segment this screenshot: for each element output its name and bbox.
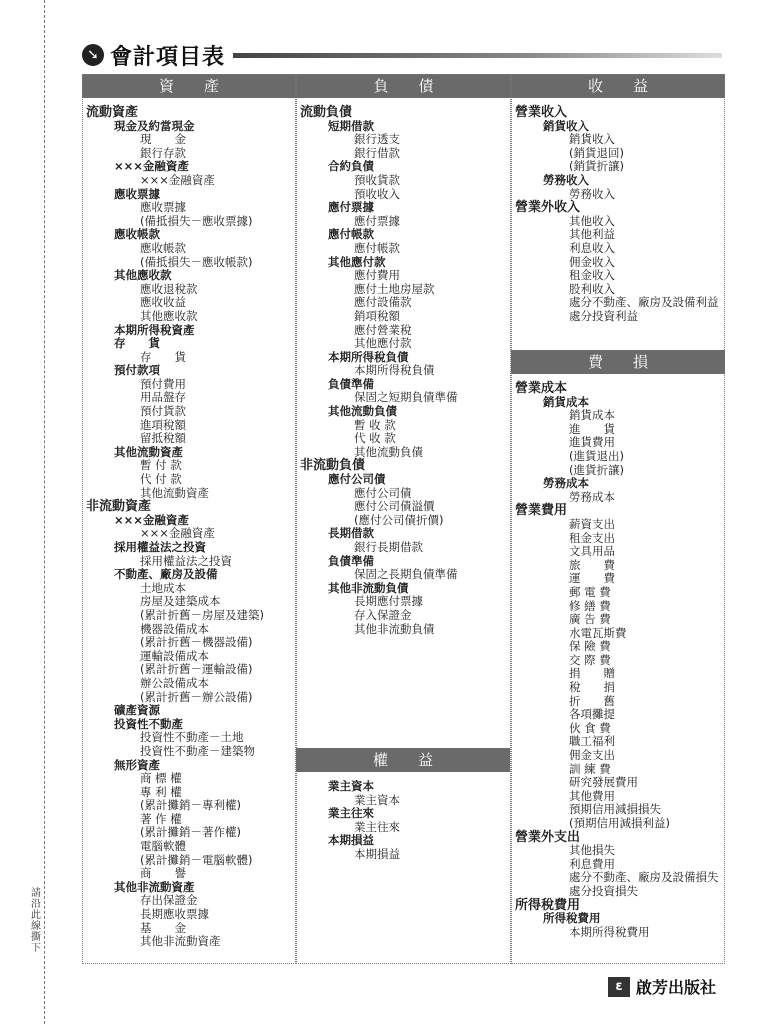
account-item: 預期信用減損損失 (569, 802, 661, 817)
page-header (82, 40, 722, 70)
account-item: (累計攤銷－電腦軟體) (140, 852, 253, 867)
account-item: 應收退稅款 (140, 281, 198, 296)
account-item: 銷貨成本 (569, 408, 615, 423)
equity-section (296, 748, 510, 862)
account-item: (進貨折讓) (569, 462, 624, 477)
account-item: (累計折舊－運輸設備) (140, 662, 253, 677)
account-item: 銀行借款 (354, 145, 400, 160)
account-item: 保 險 費 (569, 639, 611, 654)
account-item: 基 金 (140, 920, 186, 935)
account-group: 勞務收入 (543, 172, 589, 187)
account-item: 代 收 款 (354, 431, 396, 446)
account-group: 投資性不動產 (114, 716, 183, 731)
account-item: 稅 捐 (569, 680, 615, 695)
account-group: 業主往來 (328, 806, 374, 821)
account-item: 商 標 權 (140, 771, 182, 786)
account-item: 投資性不動產－建築物 (140, 743, 255, 758)
section-heading: 流動負債 (300, 105, 353, 120)
account-item: 薪資支出 (569, 516, 615, 531)
section-heading: 流動資產 (86, 105, 139, 120)
account-group: 其他流動負債 (328, 404, 397, 419)
account-item: 預收貨款 (354, 172, 400, 187)
account-item: 本期損益 (354, 846, 400, 861)
account-group: 應付票據 (328, 200, 374, 215)
account-item: 電腦軟體 (140, 839, 186, 854)
account-item: 水電瓦斯費 (569, 625, 627, 640)
account-group: 本期損益 (328, 833, 374, 848)
account-item: ×××金融資產 (140, 526, 215, 541)
page-title: 會計項目表 (110, 44, 226, 70)
account-item: 租金收入 (569, 268, 615, 283)
title-rule (233, 53, 722, 58)
account-item: 文具用品 (569, 544, 615, 559)
account-item: 股利收入 (569, 281, 615, 296)
account-item: 折 舊 (569, 693, 615, 708)
account-item: 投資性不動產－土地 (140, 730, 244, 745)
account-group: 無形資產 (114, 757, 160, 772)
account-item: 應付公司債 (354, 485, 412, 500)
section-heading: 營業費用 (515, 503, 568, 519)
account-item: 預付費用 (140, 376, 186, 391)
account-group: 現金及約當現金 (114, 118, 195, 133)
account-item: (累計攤銷－著作權) (140, 825, 241, 840)
account-item: 勞務成本 (569, 489, 615, 504)
account-item: 預收收入 (354, 186, 400, 201)
account-group: 其他流動資產 (114, 444, 183, 459)
account-item: 利息收入 (569, 240, 615, 255)
account-item: 土地成本 (140, 580, 186, 595)
account-item: (累計折舊－房屋及建築) (140, 607, 264, 622)
tear-instruction: 請沿此線撕下 (31, 888, 41, 954)
account-item: 進貨費用 (569, 435, 615, 450)
account-item: 運 費 (569, 571, 615, 586)
account-group: 不動產、廠房及設備 (114, 567, 218, 582)
account-item: 旅 費 (569, 557, 615, 572)
account-group: 應收票據 (114, 186, 160, 201)
account-item: 處分不動產、廠房及設備損失 (569, 870, 719, 885)
account-group: 負債準備 (328, 553, 374, 568)
account-item: 其他費用 (569, 788, 615, 803)
account-group: 其他應付款 (328, 254, 386, 269)
account-item: 應付土地房屋款 (354, 281, 435, 296)
assets-header: 資 產 (82, 74, 296, 98)
equity-header: 權 益 (296, 748, 510, 772)
account-item: (備抵損失－應收帳款) (140, 254, 253, 269)
account-item: 修 繕 費 (569, 598, 611, 613)
account-item: 運輸設備成本 (140, 648, 209, 663)
account-item: 機器設備成本 (140, 621, 209, 636)
account-item: 處分投資利益 (569, 308, 638, 323)
account-item: 長期應付票據 (354, 594, 423, 609)
account-group: 銷貨成本 (543, 394, 589, 409)
account-item: 應付營業稅 (354, 322, 412, 337)
account-item: (進貨退出) (569, 448, 624, 463)
account-item: 其他非流動負債 (354, 621, 435, 636)
account-group: ×××金融資產 (114, 159, 189, 174)
section-heading: 非流動資產 (86, 499, 152, 515)
account-group: 本期所得稅資產 (114, 322, 195, 337)
account-item: 租金支出 (569, 530, 615, 545)
account-item: 交 際 費 (569, 652, 611, 667)
account-group: 業主資本 (328, 779, 374, 793)
account-item: 暫 付 款 (140, 458, 182, 473)
account-item: 廣 告 費 (569, 612, 611, 627)
account-item: (應付公司債折價) (354, 512, 444, 527)
account-item: 專 利 權 (140, 784, 182, 799)
account-item: 佣金支出 (569, 748, 615, 763)
account-item: 存入保證金 (354, 607, 412, 622)
account-group: 短期借款 (328, 118, 374, 133)
account-item: 商 譽 (140, 866, 186, 881)
account-item: 辦公設備成本 (140, 675, 209, 690)
account-item: (銷貨折讓) (569, 159, 624, 174)
column-border (82, 74, 296, 964)
account-group: 其他應收款 (114, 268, 172, 283)
account-item: 用品盤存 (140, 390, 186, 405)
account-item: 存 貨 (140, 349, 186, 364)
account-group: 所得稅費用 (543, 911, 601, 926)
account-item: (累計折舊－辦公設備) (140, 689, 253, 704)
account-group: 本期所得稅負債 (328, 349, 409, 364)
account-item: 長期應收票據 (140, 907, 209, 922)
account-item: 其他應付款 (354, 336, 412, 351)
account-item: 處分不動產、廠房及設備利益 (569, 295, 719, 310)
account-item: 其他流動資產 (140, 485, 209, 500)
account-item: 預付貨款 (140, 404, 186, 419)
account-item: 各項攤提 (569, 707, 615, 722)
account-item: 訓 練 費 (569, 761, 611, 776)
publisher-logo-icon: ɛ (608, 977, 630, 997)
expense-header: 費 損 (511, 350, 725, 374)
liabilities-column (296, 74, 511, 964)
section-heading: 所得稅費用 (515, 897, 581, 913)
account-item: 處分投資損失 (569, 883, 638, 898)
section-heading: 營業外收入 (515, 200, 581, 216)
account-item: 採用權益法之投資 (140, 553, 232, 568)
account-item: 銷項稅額 (354, 308, 400, 323)
arrow-circle-icon: ➘ (82, 44, 104, 66)
account-item: 應付設備款 (354, 295, 412, 310)
account-item: 其他損失 (569, 843, 615, 858)
account-item: 本期所得稅費用 (569, 924, 650, 939)
section-heading: 營業外支出 (515, 829, 581, 845)
account-group: 其他非流動負債 (328, 580, 409, 595)
account-item: 職工福利 (569, 734, 615, 749)
account-item: (累計攤銷－專利權) (140, 798, 241, 813)
account-group: 存 貨 (114, 336, 160, 351)
account-group: 預付款項 (114, 363, 160, 378)
account-group: 應付公司債 (328, 472, 386, 487)
equity-list (296, 772, 510, 862)
account-item: 業主往來 (354, 819, 400, 834)
account-group: ×××金融資產 (114, 512, 189, 527)
account-item: 代 付 款 (140, 472, 182, 487)
account-item: 本期所得稅負債 (354, 363, 435, 378)
account-item: 銀行透支 (354, 132, 400, 147)
section-heading: 營業成本 (515, 381, 568, 396)
account-item: 利息費用 (569, 856, 615, 871)
account-item: 保固之長期負債準備 (354, 567, 458, 582)
section-heading: 非流動負債 (300, 458, 366, 474)
account-item: 應付帳款 (354, 240, 400, 255)
account-item: 應收帳款 (140, 240, 186, 255)
account-item: 其他非流動資產 (140, 934, 221, 949)
account-item: 勞務收入 (569, 186, 615, 201)
account-item: 保固之短期負債準備 (354, 390, 458, 405)
account-item: 業主資本 (354, 792, 400, 807)
account-item: 其他流動負債 (354, 444, 423, 459)
account-item: 現 金 (140, 132, 186, 147)
account-item: 伙 食 費 (569, 720, 611, 735)
account-item: (預期信用減損利益) (569, 816, 670, 830)
publisher-name: 啟芳出版社 (636, 978, 717, 997)
account-group: 銷貨收入 (543, 118, 589, 133)
assets-column (82, 74, 296, 964)
account-item: 應收收益 (140, 295, 186, 310)
account-group: 應收帳款 (114, 227, 160, 242)
account-item: 應付公司債溢價 (354, 499, 435, 514)
publisher-mark (608, 975, 716, 998)
account-group: 應付帳款 (328, 227, 374, 242)
account-item: (銷貨退回) (569, 145, 624, 160)
account-item: 銀行存款 (140, 145, 186, 160)
expense-section (511, 350, 725, 939)
account-item: 銷貨收入 (569, 132, 615, 147)
account-item: 進 貨 (569, 421, 615, 436)
account-group: 採用權益法之投資 (114, 540, 206, 554)
account-item: 其他收入 (569, 213, 615, 228)
account-group: 其他非流動資產 (114, 879, 195, 894)
expense-list (511, 374, 725, 939)
tear-line (44, 0, 45, 1024)
account-group: 長期借款 (328, 526, 374, 541)
account-item: 其他應收款 (140, 308, 198, 323)
liabilities-header: 負 債 (296, 74, 511, 98)
account-item: 銀行長期借款 (354, 540, 423, 554)
account-item: 郵 電 費 (569, 584, 611, 599)
account-item: 應收票據 (140, 200, 186, 215)
account-item: 捐 贈 (569, 666, 615, 681)
account-group: 礦產資源 (114, 703, 160, 718)
account-item: (累計折舊－機器設備) (140, 635, 253, 650)
account-item: 研究發展費用 (569, 775, 638, 790)
account-group: 負債準備 (328, 376, 374, 391)
account-item: 存出保證金 (140, 893, 198, 908)
account-item: 暫 收 款 (354, 417, 396, 432)
section-heading: 營業收入 (515, 105, 568, 120)
account-item: 其他利益 (569, 227, 615, 242)
account-item: 佣金收入 (569, 254, 615, 269)
account-item: 應付費用 (354, 268, 400, 283)
revenue-header: 收 益 (511, 74, 725, 98)
account-item: (備抵損失－應收票據) (140, 213, 253, 228)
account-item: 房屋及建築成本 (140, 594, 221, 609)
account-item: 留抵稅額 (140, 431, 186, 446)
account-item: 進項稅額 (140, 417, 186, 432)
revenue-column (511, 74, 725, 964)
account-group: 合約負債 (328, 159, 374, 174)
account-group: 勞務成本 (543, 476, 589, 491)
account-item: ×××金融資產 (140, 172, 215, 187)
account-item: 應付票據 (354, 213, 400, 228)
account-item: 著 作 權 (140, 811, 182, 826)
